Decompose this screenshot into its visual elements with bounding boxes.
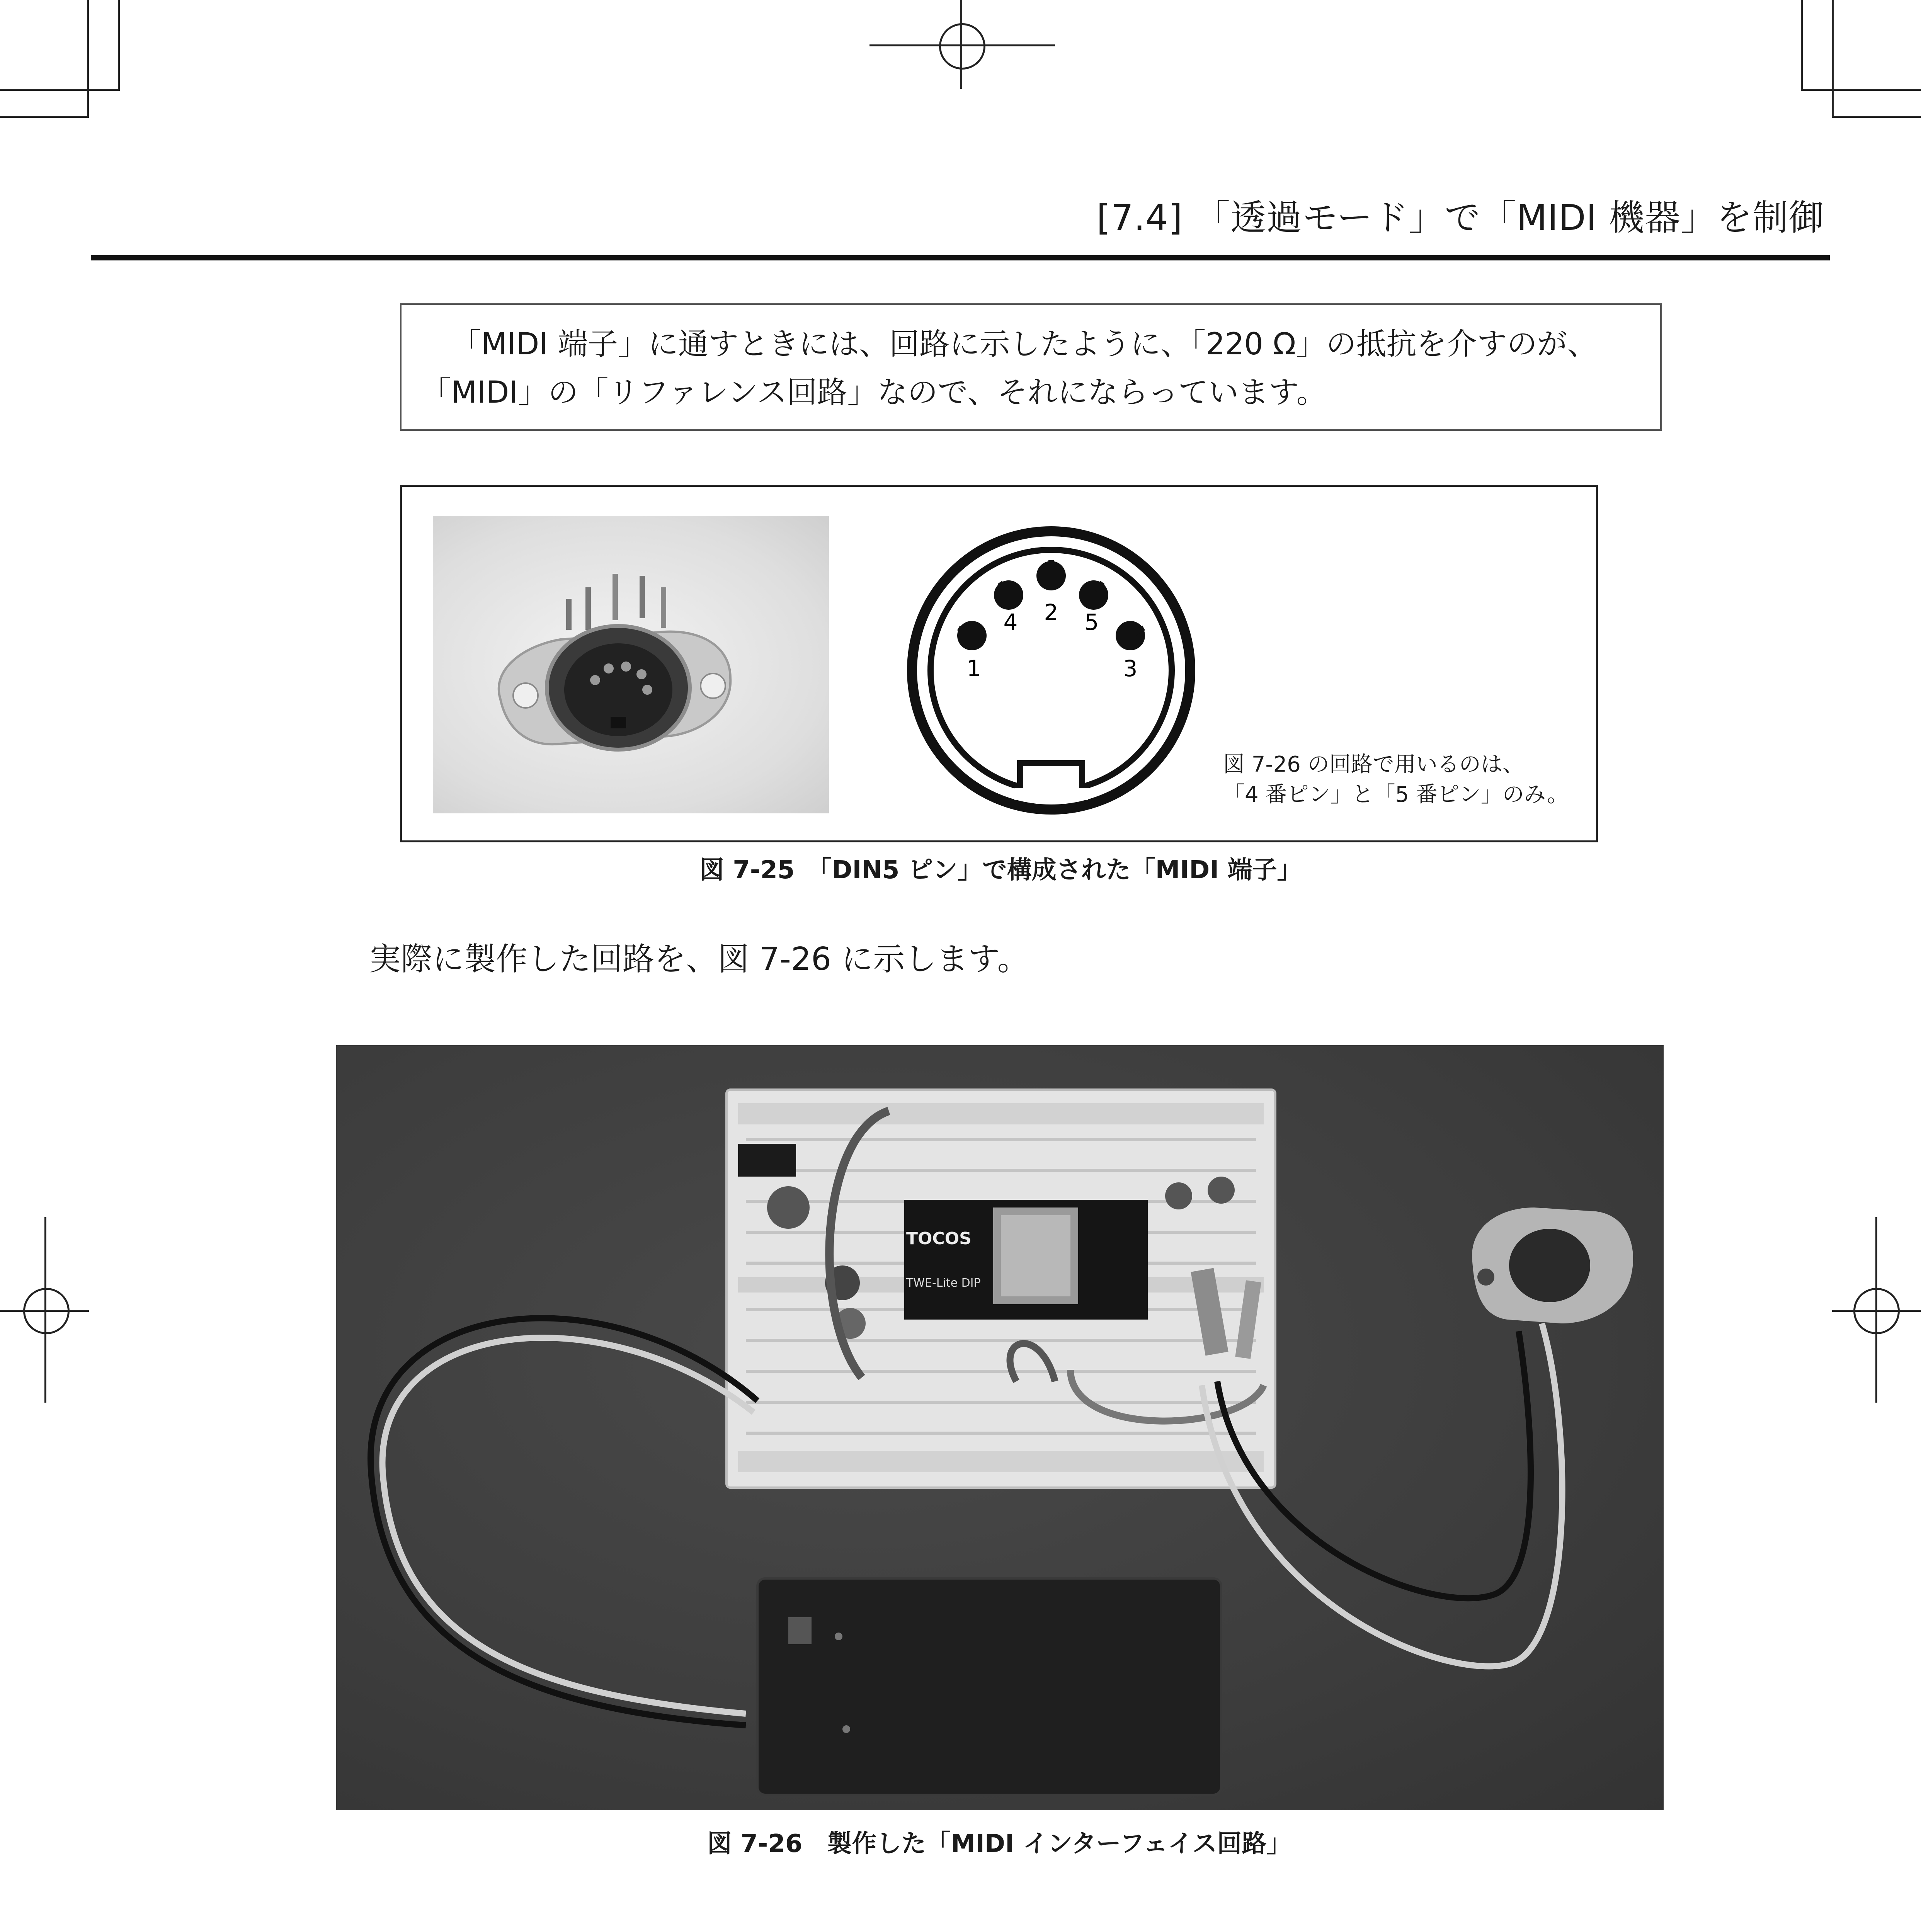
running-header: [7.4] 「透過モード」で「MIDI 機器」を制御 bbox=[1096, 197, 1824, 238]
paragraph-figure-reference bbox=[369, 935, 1029, 983]
header-rule bbox=[91, 255, 1830, 260]
din-connector-photo bbox=[433, 516, 829, 813]
note-box bbox=[400, 303, 1662, 431]
module-model-label: TWE-Lite DIP bbox=[906, 1276, 981, 1290]
midi-circuit-photo bbox=[336, 1045, 1664, 1810]
para1-before: 実際に製作した回路を、 bbox=[369, 941, 718, 978]
figure-7-25 bbox=[400, 485, 1598, 842]
module-brand-label: TOCOS bbox=[906, 1229, 972, 1248]
note-line-2: 「MIDI」の「リファレンス回路」なので、それにならっています。 bbox=[421, 375, 1327, 410]
pin-usage-note-line-1: 図 7-26 の回路で用いるのは、 bbox=[1223, 752, 1524, 777]
figure-7-25-caption: 図 7-25 「DIN5 ピン」で構成された「MIDI 端子」 bbox=[699, 856, 1302, 884]
din5-pin-diagram bbox=[904, 518, 1198, 823]
pin-label-2: 2 bbox=[1044, 599, 1058, 626]
pin-label-1: 1 bbox=[966, 655, 981, 682]
pin-label-5: 5 bbox=[1084, 609, 1099, 635]
figure-7-26-reference: 図 7-26 bbox=[718, 941, 832, 978]
pin-label-4: 4 bbox=[1003, 609, 1018, 635]
figure-7-26-caption: 図 7-26 製作した「MIDI インターフェイス回路」 bbox=[707, 1830, 1291, 1858]
para1-after: に示します。 bbox=[831, 941, 1029, 978]
note-line-1: 「MIDI 端子」に通すときには、回路に示したように、「220 Ω」の抵抗を介すのが、 bbox=[451, 327, 1598, 362]
pin-usage-note bbox=[1223, 750, 1569, 810]
pin-label-3: 3 bbox=[1123, 655, 1138, 682]
pin-usage-note-line-2: 「4 番ピン」と「5 番ピン」のみ。 bbox=[1223, 782, 1569, 807]
